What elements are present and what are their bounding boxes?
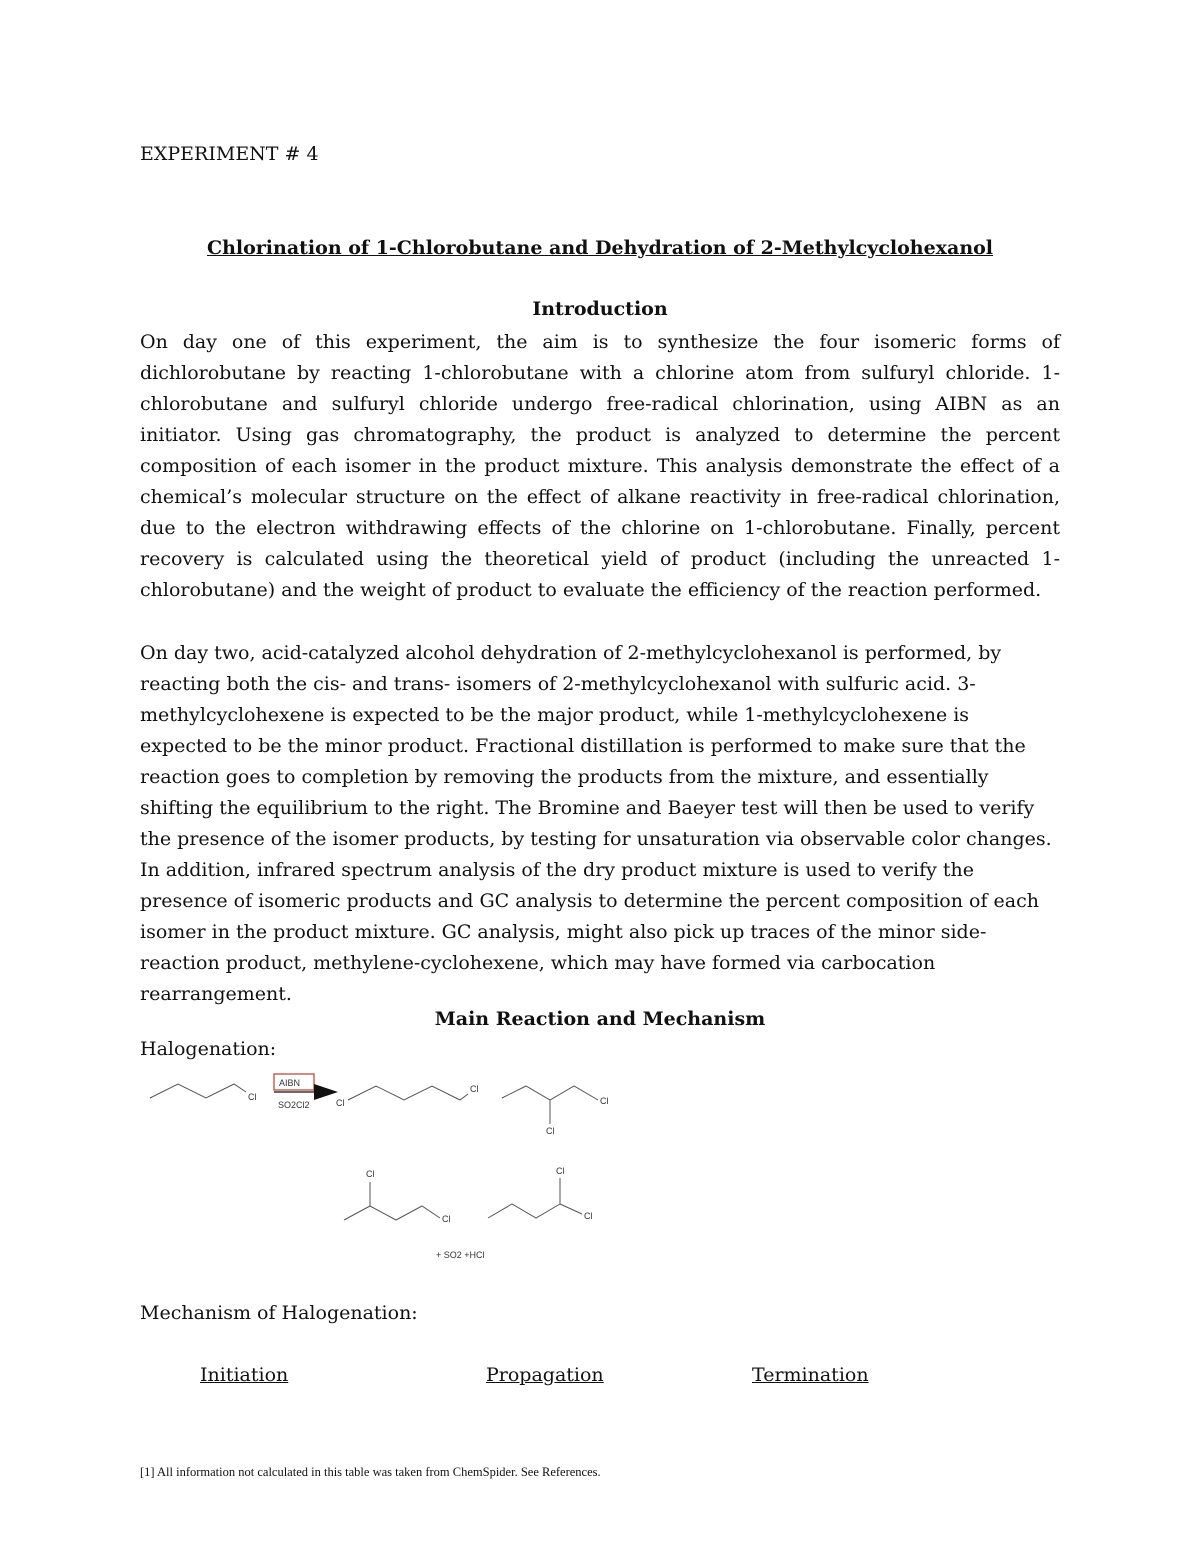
step-initiation: Initiation [200,1364,289,1386]
atom-label: Cl [442,1214,451,1224]
mechanism-label: Mechanism of Halogenation: [140,1302,418,1324]
experiment-label: EXPERIMENT # 4 [140,143,319,165]
atom-label: Cl [470,1084,479,1094]
product-1-3-dichlorobutane [502,1086,609,1136]
step-propagation: Propagation [486,1364,604,1386]
product-1-4-dichlorobutane [336,1084,479,1108]
atom-label: Cl [556,1166,565,1176]
document-title: Chlorination of 1-Chlorobutane and Dehydration of 2-Methylcyclohexanol [206,237,994,259]
arrow-head-icon [314,1084,338,1100]
atom-label: Cl [248,1092,257,1102]
byproducts-label: + SO2 +HCl [436,1250,485,1260]
product-1-1-dichlorobutane [488,1166,593,1221]
product-1-3-dichlorobutane-alt [344,1169,451,1224]
reactant-1-chlorobutane [150,1084,257,1102]
atom-label: Cl [584,1211,593,1221]
introduction-paragraph-2: On day two, acid-catalyzed alcohol dehydration of 2-methylcyclohexanol is performed, by reacting both the cis- and trans- isomers of 2-methylcyclohexanol with sulfuric acid. 3-methylcyclohexene is expected to be the major product, while 1-methylcyclohexene is expected to be the minor product. Fractional distillation is performed to make sure that the reaction goes to completion by removing the products from the mixture, and essentially shifting the equilibrium to the right. The Bromine and Baeyer test will then be used to verify the presence of the isomer products, by testing for unsaturation via observable color changes. In addition, infrared spectrum analysis of the dry product mixture is used to verify the presence of isomeric products and GC analysis to determine the percent composition of each isomer in the product mixture. GC analysis, might also pick up traces of the minor side-reaction product, methylene-cyclohexene, which may have formed via carbocation rearrangement. [140,642,1052,1005]
step-termination: Termination [752,1364,869,1386]
halogenation-label: Halogenation: [140,1038,277,1060]
introduction-heading: Introduction [532,298,668,320]
footnote: [1] All information not calculated in this table was taken from ChemSpider. See References. [140,1465,601,1479]
reagent-so2cl2: SO2Cl2 [278,1100,310,1110]
main-reaction-heading: Main Reaction and Mechanism [434,1008,766,1030]
atom-label: Cl [336,1098,345,1108]
atom-label: Cl [546,1126,555,1136]
atom-label: Cl [366,1169,375,1179]
atom-label: Cl [600,1096,609,1106]
halogenation-reaction-scheme [140,1062,620,1272]
reagent-aibn: AIBN [279,1078,301,1088]
reaction-arrow [274,1074,338,1110]
introduction-paragraph-1: On day one of this experiment, the aim is to synthesize the four isomeric forms of dichlorobutane by reacting 1-chlorobutane with a chlorine atom from sulfuryl chloride. 1-chlorobutane and sulfuryl chloride undergo free-radical chlorination, using AIBN as an initiator. Using gas chromatography, the product is analyzed to determine the percent composition of each isomer in the product mixture. This analysis demonstrate the effect of a chemical’s molecular structure on the effect of alkane reactivity in free-radical chlorination, due to the electron withdrawing effects of the chlorine on 1-chlorobutane. Finally, percent recovery is calculated using the theoretical yield of product (including the unreacted 1-chlorobutane) and the weight of product to evaluate the efficiency of the reaction performed. [140,331,1060,601]
